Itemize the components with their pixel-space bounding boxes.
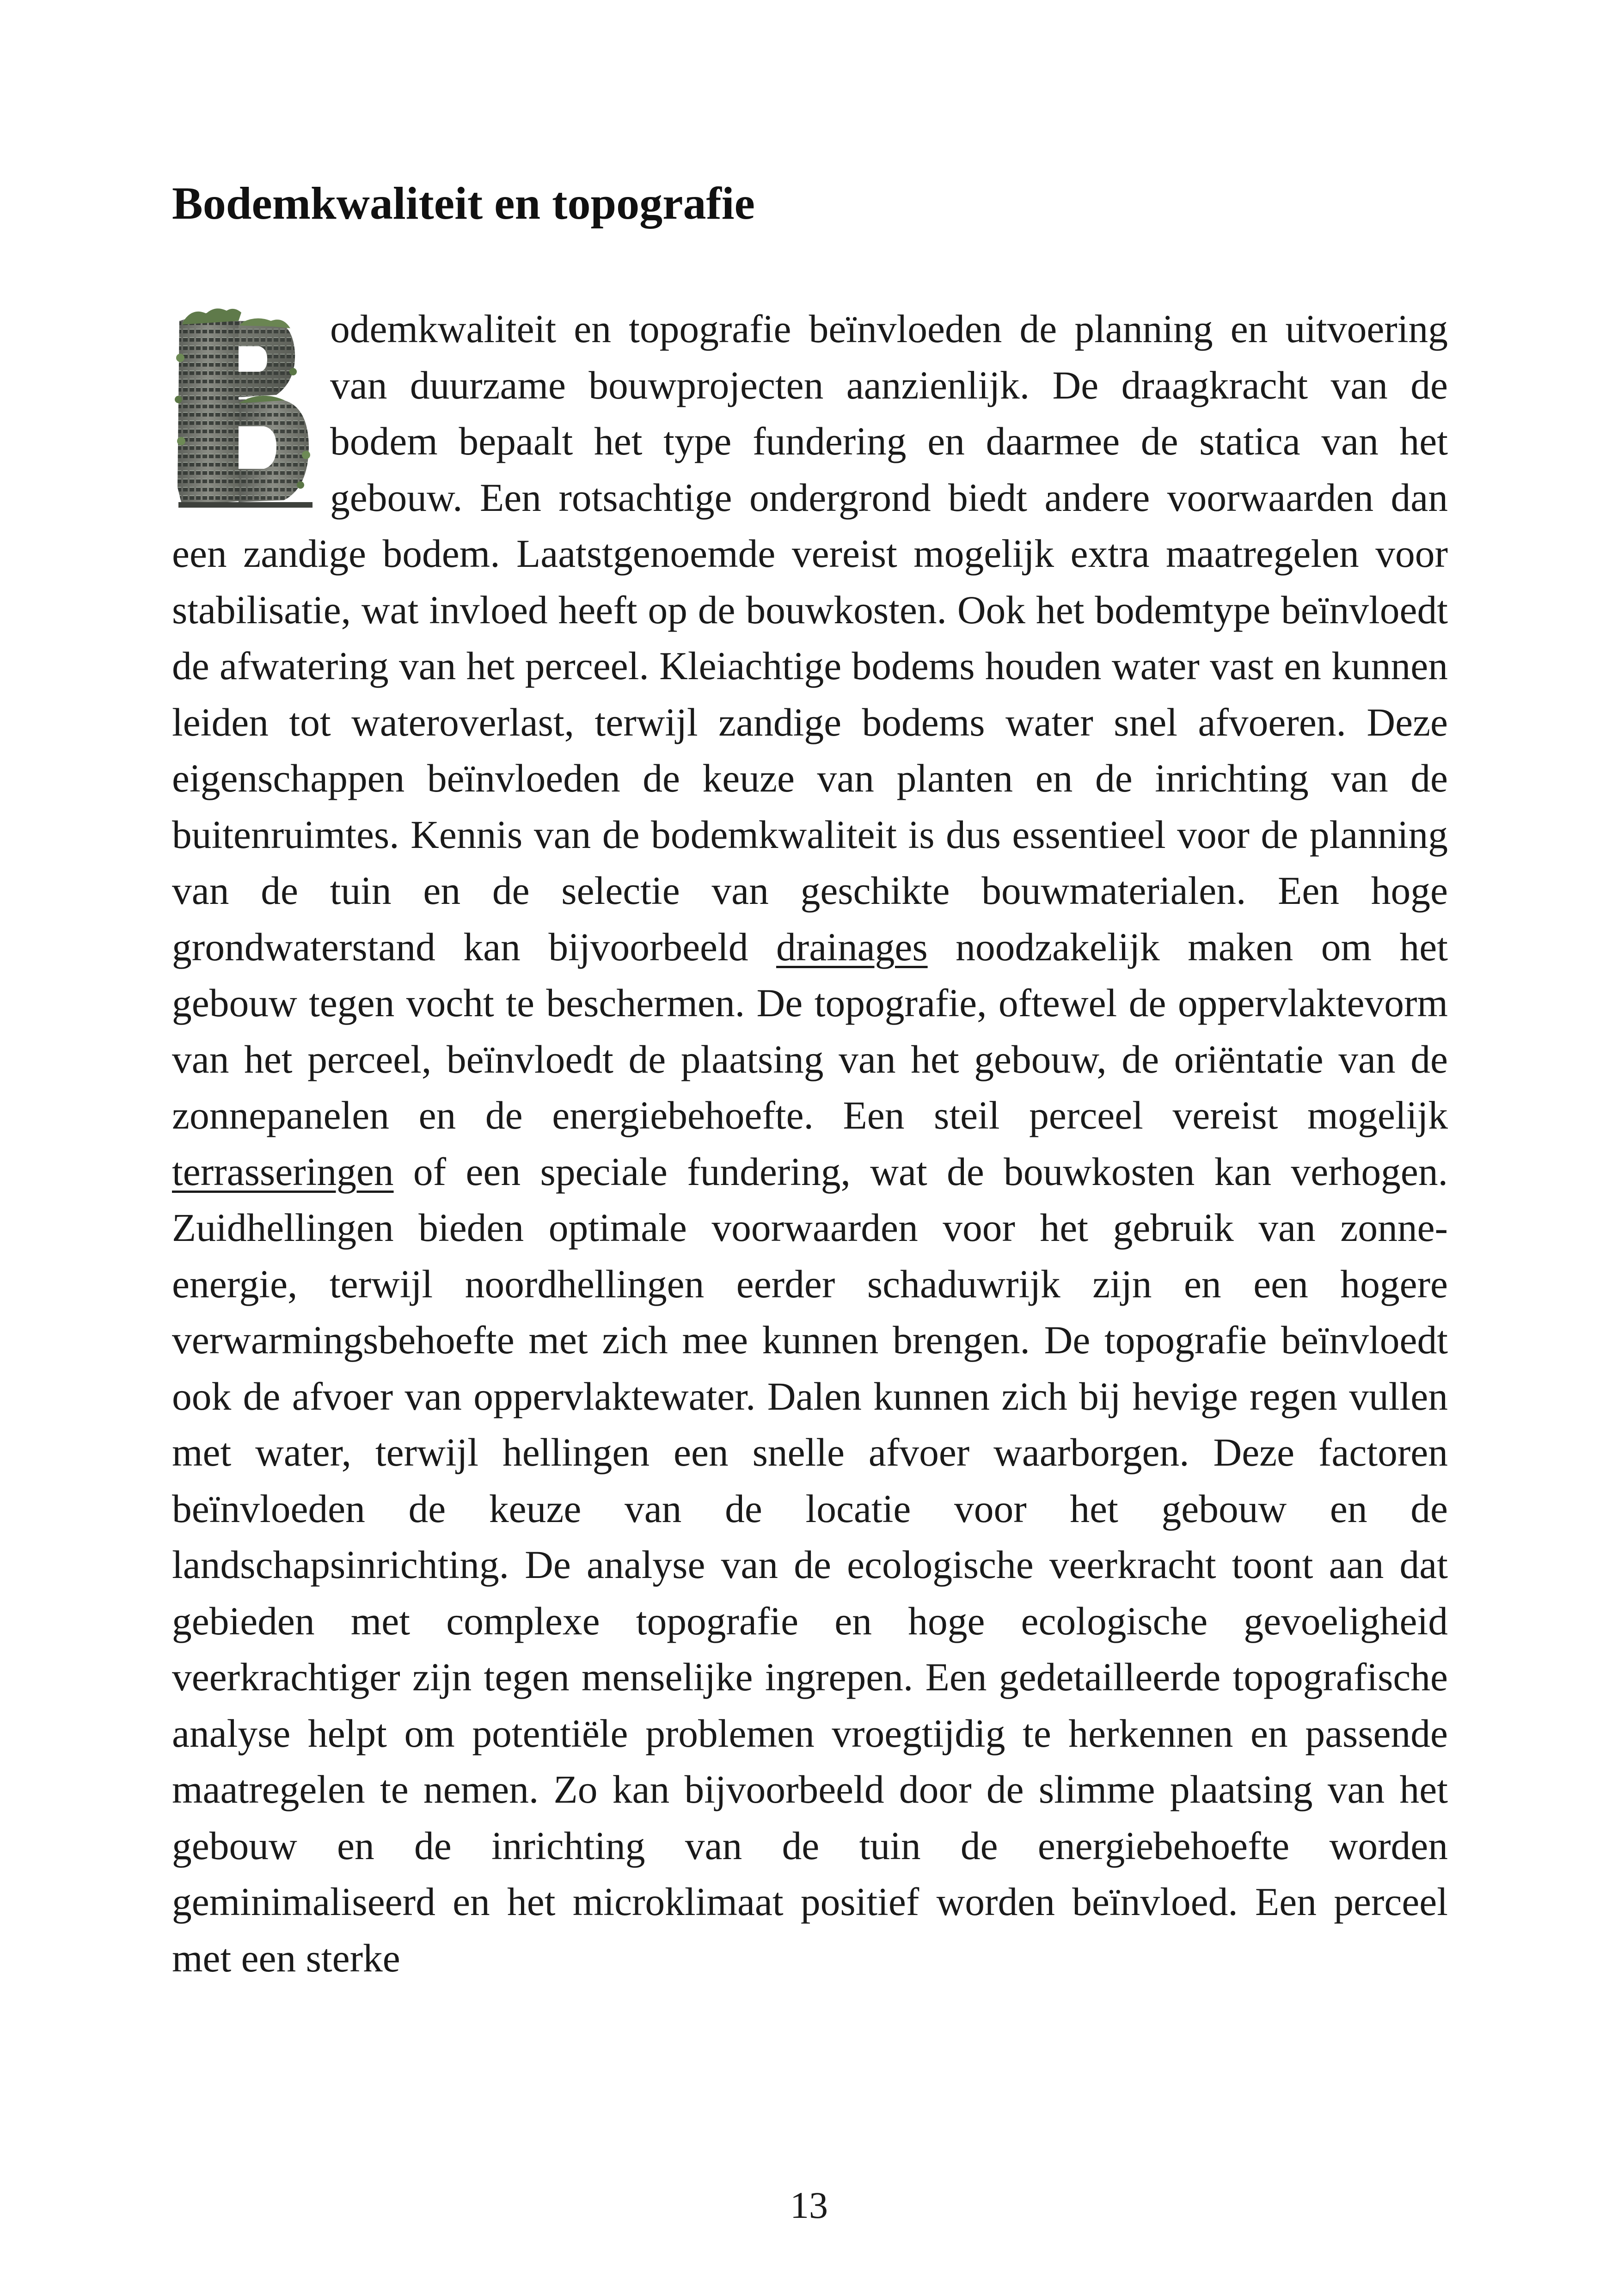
- article-body: [172, 301, 1448, 1987]
- article-text-part-2: noodzakelijk maken om het gebouw tegen vocht te beschermen. De topografie, oftewel de oppervlaktevorm van het perceel, beïnvloedt de plaatsing van het gebouw, de oriëntatie van de zonnepanelen en de energiebehoefte. Een steil perceel vereist mogelijk: [172, 925, 1448, 1137]
- article-text-part-3: of een speciale fundering, wat de bouwkosten kan verhogen. Zuidhellingen bieden optimale voorwaarden voor het gebruik van zonne-energie, terwijl noordhellingen eerder schaduwrijk zijn en een hogere verwarmingsbehoefte met zich mee kunnen brengen. De topografie beïnvloedt ook de afvoer van oppervlaktewater. Dalen kunnen zich bij hevige regen vullen met water, terwijl hellingen een snelle afvoer waarborgen. Deze factoren beïnvloeden de keuze van de locatie voor het gebouw en de landschapsinrichting. De analyse van de ecologische veerkracht toont aan dat gebieden met complexe topografie en hoge ecologische gevoeligheid veerkrachtiger zijn tegen menselijke ingrepen. Een gedetailleerde topografische analyse helpt om potentiële problemen vroegtijdig te herkennen en passende maatregelen te nemen. Zo kan bijvoorbeeld door de slimme plaatsing van het gebouw en de inrichting van de tuin de energiebehoefte worden geminimaliseerd en het microklimaat positief worden beïnvloed. Een perceel met een sterke: [172, 1150, 1448, 1980]
- page-title: Bodemkwaliteit en topografie: [172, 178, 755, 229]
- article-text-part-1: odemkwaliteit en topografie beïnvloeden de planning en uitvoering van duurzame bouwprojecten aanzienlijk. De draagkracht van de bodem bepaalt het type fundering en daarmee de statica van het gebouw. Een rotsachtige ondergrond biedt andere voorwaarden dan een zandige bodem. Laatstgenoemde vereist mogelijk extra maatregelen voor stabilisatie, wat invloed heeft op de bouwkosten. Ook het bodemtype beïnvloedt de afwatering van het perceel. Kleiachtige bodems houden water vast en kunnen leiden tot wateroverlast, terwijl zandige bodems water snel afvoeren. Deze eigenschappen beïnvloeden de keuze van planten en de inrichting van de buitenruimtes. Kennis van de bodemkwaliteit is dus essentieel voor de planning van de tuin en de selectie van geschikte bouwmaterialen. Een hoge grondwaterstand kan bijvoorbeeld: [172, 307, 1448, 969]
- drop-cap-b-icon: [169, 302, 316, 510]
- page-number: 13: [790, 2184, 828, 2226]
- link-drainages[interactable]: drainages: [776, 925, 928, 969]
- link-terrasseringen[interactable]: terrasseringen: [172, 1150, 394, 1194]
